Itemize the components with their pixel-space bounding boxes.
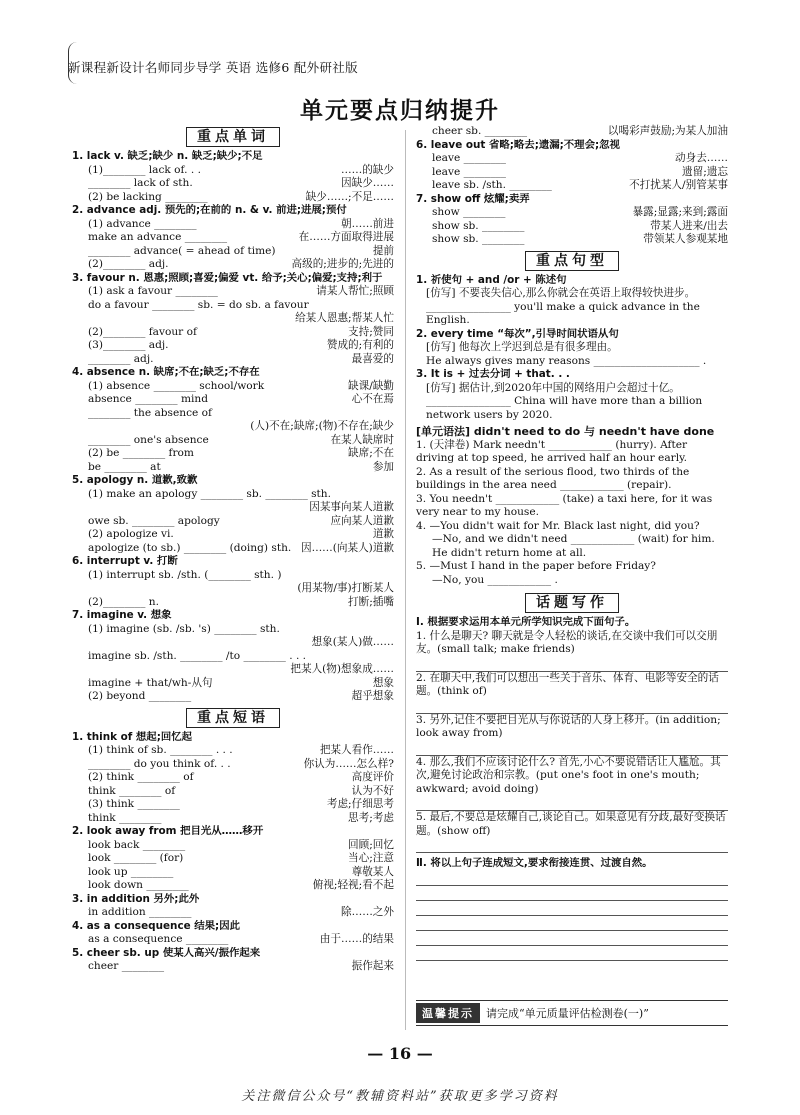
tip-tag: 温馨提示 [416,1003,480,1023]
entry-blank-text: (1) absence ________ school/work [88,379,265,392]
entry-blank-text: ________ do you think of. . . [88,757,231,770]
entry-meaning: 由于……的结果 [319,933,394,945]
entry-meaning: 缺席;不在 [348,447,394,459]
entry-line [72,879,394,893]
grammar-item: 2. As a result of the serious flood, two thirds of the buildings in the area need ____________ (repair). [416,465,690,491]
entry-heading: 6. interrupt v. 打断 [72,555,178,567]
entry-blank-text: ________ lack of sth. [88,177,193,189]
entry-blank-text: imagine sb. /sth. ________ /to ________ . . . [88,649,307,662]
entry-line [416,125,728,139]
entry-line [72,231,394,245]
entry-heading: 7. show off 炫耀;卖弄 [416,192,530,205]
left-column [72,125,394,974]
phrases-list-continued [416,125,728,247]
entry-line [72,407,394,421]
entry-blank-text: look ________ (for) [88,852,184,864]
entry-blank-text: (2)________ n. [88,595,159,608]
entry-blank-text: look back ________ [88,838,186,851]
entry-blank-text: (2)________ adj. [88,258,169,270]
entry-blank-text: do a favour ________ sb. = do sb. a favour [88,298,309,311]
entry-meaning: 因缺少…… [341,177,394,189]
entry-blank-text: (1) advance ________ [88,217,197,230]
sentence-line: He always gives many reasons ____________________ . [426,354,707,367]
section-phrases: 重点短语 [72,708,394,728]
entry-line [72,285,394,299]
words-list [72,150,394,704]
entry-line [72,798,394,812]
grammar-title: [单元语法] didn't need to do 与 needn't have done [416,425,715,438]
entry-blank-text: (1) make an apology ________ sb. ________ sth. [88,487,331,500]
entry-meaning: 高级的;进步的;先进的 [291,258,394,270]
entry-blank-text: show sb. ________ [432,219,525,232]
entry-meaning: ……的缺少 [341,163,394,176]
entry-heading: 5. cheer sb. up 使某人高兴/振作起来 [72,946,261,959]
grammar-item: —No, you ____________ . [432,573,558,586]
entry-meaning: 给某人恩惠;帮某人忙 [295,312,394,324]
entry-line [72,933,394,947]
entry-meaning: (用某物/事)打断某人 [297,582,394,594]
entry-blank-text: ________ advance( = ahead of time) [88,244,276,257]
answer-line [416,660,728,672]
entry-meaning: 想象 [372,676,394,689]
entry-line [72,623,394,637]
entry-blank-text: (2) be ________ from [88,447,194,459]
entry-meaning: 超乎想象 [351,690,394,702]
entry-heading: 1. think of 想起;回忆起 [72,730,193,743]
entry-line [72,353,394,367]
entry-line [72,245,394,259]
entry-blank-text: (2) be lacking ________ [88,190,208,203]
entry-heading: 3. in addition 另外;此外 [72,892,200,905]
entry-heading: 4. absence n. 缺席;不在;缺乏;不存在 [72,366,260,378]
sentence-line: ________________ you'll make a quick advance in the English. [426,300,700,326]
grammar-item: 4. —You didn't wait for Mr. Black last night, did you? [416,519,700,532]
writing-item: 2. 在聊天中,我们可以想出一些关于音乐、体育、电影等安全的话题。(think of) [416,671,719,697]
entry-line [72,758,394,772]
entry-line [72,744,394,758]
phrases-list [72,731,394,974]
writing-list [416,630,728,854]
sentence-line: ________________ China will have more than a billion network users by 2020. [426,395,703,421]
entry-meaning: 最喜爱的 [351,352,394,365]
sentence-line: [仿写] 他每次上学迟到总是有很多理由。 [426,341,618,353]
entry-line [72,434,394,448]
entry-heading: 1. 祈使句 + and /or + 陈述句 [416,273,567,286]
entry-meaning: 想象(某人)做…… [311,636,394,648]
answer-line [416,799,728,811]
entry-blank-text: (3) think ________ [88,798,180,810]
grammar-item: 1. (天津卷) Mark needn't ____________ (hurry). After driving at top speed, he arrived half an hour early. [416,438,688,464]
entry-line [72,771,394,785]
entry-meaning: 因某事向某人道歉 [309,501,394,513]
entry-line [416,152,728,166]
sentences-list [416,274,728,423]
entry-blank-text: (1) ask a favour ________ [88,285,218,297]
entry-meaning: (人)不在;缺席;(物)不存在;缺少 [250,420,394,432]
entry-line [72,852,394,866]
entry-line [72,839,394,853]
entry-blank-text: as a consequence ________ [88,933,229,945]
entry-line [72,528,394,542]
grammar-item: —No, and we didn't need ____________ (wait) for him. He didn't return home at all. [432,533,715,559]
entry-meaning: 振作起来 [351,960,394,972]
entry-meaning: 回顾;回忆 [348,838,394,851]
writing-part1: Ⅰ. 根据要求运用本单元所学知识完成下面句子。 [416,616,636,628]
entry-blank-text: (2)________ favour of [88,325,197,338]
entry-heading: 5. apology n. 道歉,致歉 [72,474,198,486]
entry-meaning: 提前 [372,244,394,257]
entry-line [72,690,394,704]
answer-line [416,841,728,853]
entry-meaning: 除……之外 [341,906,394,918]
entry-line [72,299,394,313]
entry-line [72,785,394,799]
entry-meaning: 心不在焉 [351,393,394,405]
section-writing: 话题写作 [416,593,728,613]
grammar-list [416,439,728,588]
footer-watermark: 关注微信公众号“教辅资料站”获取更多学习资料 [241,1089,559,1104]
entry-blank-text: show sb. ________ [432,233,525,245]
entry-meaning: 应向某人道歉 [330,514,394,527]
entry-blank-text: (2) beyond ________ [88,690,192,702]
entry-line [72,177,394,191]
entry-meaning: 把某人看作…… [319,744,394,756]
entry-line [72,380,394,394]
entry-line [72,326,394,340]
section-words: 重点单词 [72,127,394,147]
running-header: 新课程新设计名师同步导学 英语 选修6 配外研社版 [68,60,358,75]
entry-blank-text: cheer sb. ________ [432,125,528,137]
entry-line [72,339,394,353]
entry-line [72,258,394,272]
answer-line [416,744,728,756]
entry-line [72,515,394,529]
entry-line [72,866,394,880]
entry-blank-text: cheer ________ [88,960,165,972]
entry-line [72,596,394,610]
sentence-line: [仿写] 据估计,到2020年中国的网络用户会超过十亿。 [426,381,680,394]
entry-blank-text: leave sb. /sth. ________ [432,179,552,191]
entry-meaning: 道歉 [372,528,394,540]
entry-blank-text: ________ the absence of [88,406,212,419]
tip-text: 请完成“单元质量评估检测卷(一)” [486,1007,649,1020]
answer-line [416,702,728,714]
entry-blank-text: in addition ________ [88,906,192,918]
entry-blank-text: (1)________ lack of. . . [88,163,201,176]
entry-heading: 2. look away from 把目光从……移开 [72,825,264,837]
entry-heading: 3. It is + 过去分词 + that. . . [416,368,570,380]
entry-meaning: 不打扰某人/别管某事 [629,179,728,191]
entry-meaning: 暴露;显露;来到;露面 [632,206,728,218]
entry-blank-text: think ________ of [88,784,176,797]
entry-heading: 2. every time “每次”,引导时间状语从句 [416,327,619,340]
right-column [416,125,728,961]
entry-line [72,542,394,556]
entry-blank-text: (1) interrupt sb. /sth. (________ sth. ) [88,568,282,581]
entry-blank-text: (1) imagine (sb. /sb. 's) ________ sth. [88,622,280,635]
entry-heading: 4. as a consequence 结果;因此 [72,919,240,932]
entry-meaning: 把某人(物)想象成…… [290,663,394,675]
answer-lines [416,874,728,961]
entry-blank-text: absence ________ mind [88,393,208,405]
entry-meaning: 你认为……怎么样? [303,757,394,770]
entry-blank-text: ________ one's absence [88,433,209,446]
entry-blank-text: be ________ at [88,460,161,473]
entry-meaning: 缺少……;不足…… [305,190,394,203]
entry-blank-text: look up ________ [88,865,174,878]
entry-line [72,218,394,232]
entry-blank-text: leave ________ [432,152,506,164]
entry-blank-text: think ________ [88,811,162,824]
entry-line [72,393,394,407]
entry-meaning: 在……方面取得进展 [298,231,394,243]
entry-line [72,447,394,461]
entry-meaning: 在某人缺席时 [330,433,394,446]
grammar-item: 3. You needn't ____________ (take) a taxi here, for it was very near to my house. [416,492,713,518]
entry-blank-text: look down ________ [88,879,189,891]
entry-blank-text: owe sb. ________ apology [88,514,220,527]
entry-meaning: 考虑;仔细思考 [326,798,394,810]
grammar-item: 5. —Must I hand in the paper before Friday? [416,560,656,572]
entry-line [416,206,728,220]
entry-line [72,461,394,475]
entry-line [72,488,394,502]
entry-meaning: 打断;插嘴 [348,595,394,608]
entry-line [72,164,394,178]
entry-meaning: 思考;考虑 [348,811,394,824]
entry-blank-text: (3)________ adj. [88,339,169,351]
tip-bar [416,1000,728,1026]
entry-meaning: 赞成的;有利的 [326,339,394,351]
entry-line [72,191,394,205]
entry-blank-text: ________ adj. [88,352,154,365]
entry-line [72,812,394,826]
entry-line [416,220,728,234]
entry-meaning: 带某人进来/出去 [650,219,728,232]
writing-item: 4. 那么,我们不应该讨论什么? 首先,小心不要说错话让人尴尬。其次,避免讨论政治和宗教。(put one's foot in one's mouth; awkward; avoid doing) [416,755,721,795]
writing-item: 1. 什么是聊天? 聊天就是令人轻松的谈话,在交谈中我们可以交朋友。(small talk; make friends) [416,629,718,655]
entry-line [72,906,394,920]
entry-meaning: 遗留;遗忘 [682,165,728,178]
entry-heading: 2. advance adj. 预先的;在前的 n. & v. 前进;进展;预付 [72,204,347,216]
sentence-line: [仿写] 不要丧失信心,那么你就会在英语上取得较快进步。 [426,287,696,299]
entry-blank-text: (2) apologize vi. [88,528,174,540]
entry-meaning: 请某人帮忙;照顾 [316,285,394,297]
entry-line [72,677,394,691]
entry-blank-text: (2) think ________ of [88,771,194,783]
entry-meaning: 朝……前进 [341,217,394,230]
entry-meaning: 尊敬某人 [351,865,394,878]
page-title: 单元要点归纳提升 [300,98,500,124]
entry-heading: 7. imagine v. 想象 [72,609,172,621]
entry-meaning: 俯视;轻视;看不起 [312,879,394,891]
entry-meaning: 动身去…… [675,152,728,164]
entry-meaning: 因……(向某人)道歉 [300,541,394,554]
entry-line [72,960,394,974]
entry-blank-text: show ________ [432,206,506,218]
entry-heading: 6. leave out 省略;略去;遗漏;不理会;忽视 [416,138,620,151]
column-divider [405,130,406,1030]
page-number: — 16 — [367,1044,433,1063]
entry-meaning: 高度评价 [351,771,394,783]
entry-blank-text: leave ________ [432,165,506,178]
entry-meaning: 支持;赞同 [348,325,394,338]
entry-blank-text: apologize (to sb.) ________ (doing) sth. [88,541,292,554]
writing-item: 5. 最后,不要总是炫耀自己,谈论自己。如果意见有分歧,最好变换话题。(show off) [416,811,726,837]
entry-meaning: 认为不好 [351,784,394,797]
writing-part2: Ⅱ. 将以上句子连成短文,要求衔接连贯、过渡自然。 [416,857,653,869]
entry-meaning: 当心;注意 [348,852,394,864]
entry-meaning: 参加 [372,460,394,473]
entry-heading: 3. favour n. 恩惠;照顾;喜爱;偏爱 vt. 给予;关心;偏爱;支持;利于 [72,271,383,284]
writing-item: 3. 另外,记住不要把目光从与你说话的人身上移开。(in addition; look away from) [416,713,721,739]
entry-line [416,179,728,193]
entry-line [72,569,394,583]
entry-meaning: 以喝彩声鼓励;为某人加油 [607,125,728,137]
entry-heading: 1. lack v. 缺乏;缺少 n. 缺乏;缺少;不足 [72,150,263,162]
entry-meaning: 缺课/缺勤 [348,379,394,392]
entry-blank-text: make an advance ________ [88,231,228,243]
entry-blank-text: imagine + that/wh-从句 [88,676,213,689]
section-sentences: 重点句型 [416,251,728,271]
entry-meaning: 带领某人参观某地 [643,233,728,245]
entry-line [72,650,394,664]
entry-line [416,166,728,180]
entry-line [416,233,728,247]
entry-blank-text: (1) think of sb. ________ . . . [88,744,233,756]
